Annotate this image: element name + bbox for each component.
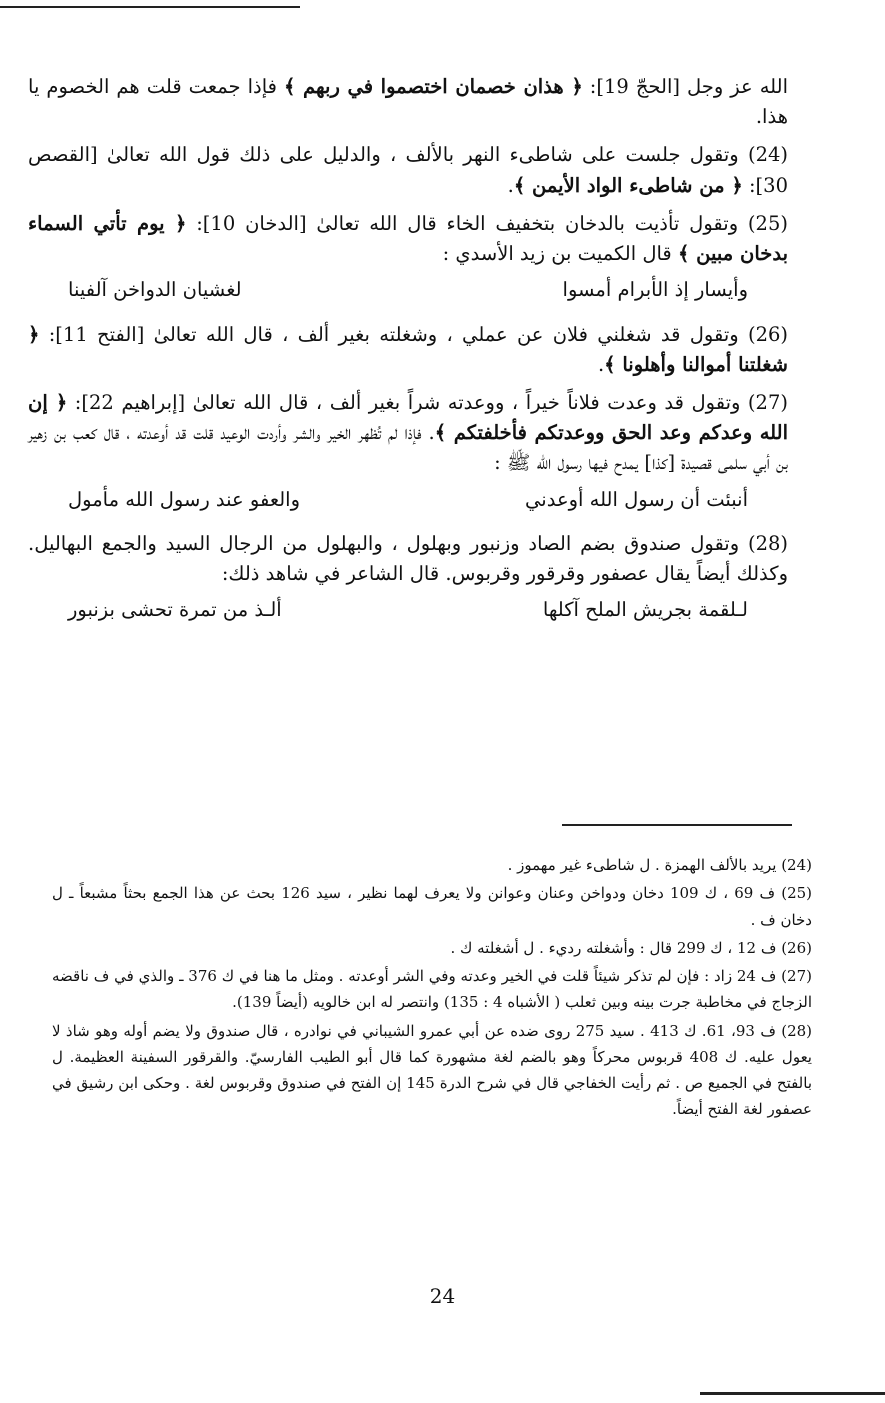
quran-quote: ﴿ إن الله وعدكم وعد الحق ووعدتكم فأخلفتكم ﴾ [28, 390, 788, 445]
quran-quote: ﴿ يوم تأتي السماء بدخان مبين ﴾ [28, 211, 788, 266]
text-run: . [507, 173, 514, 197]
poem-verse-1 [28, 273, 788, 311]
paragraph [28, 529, 788, 589]
text-run: . فإذا لم تُظهر الخير والشر وأردت الوعيد قلت قد أوعدته ، قال كعب بن زهير بن أبي سلمى قصيدة [كذا] يمدح فيها رسول الله ﷺ : [28, 421, 788, 475]
main-text [28, 72, 788, 632]
text-run: الله عز وجل [الحجّ 19]: [582, 75, 788, 98]
quran-quote: ﴿ شغلتنا أموالنا وأهلونا ﴾ [28, 322, 788, 376]
footnote-separator [562, 824, 792, 826]
text-run: (26) وتقول قد شغلني فلان عن عملي ، وشغلته بغير ألف ، قال الله تعالىٰ [الفتح 11]: [39, 322, 788, 346]
quran-quote: ﴿ هذان خصمان اختصموا في ربهم ﴾ [284, 75, 583, 98]
footnotes [52, 852, 812, 1125]
paragraph [28, 388, 788, 479]
text-run: (28) وتقول صندوق بضم الصاد وزنبور وبهلول ، والبهلول من الرجال السيد والجمع البهاليل. وكذلك أيضاً يقال عصفور وقرقور وقربوس. قال الشاعر في شاهد ذلك: [28, 531, 788, 586]
footnote: (28) ف 93، 61. ك 413 . سيد 275 روى ضده عن أبي عمرو الشيباني في نوادره ، قال صندوق ولا يضم أوله وهو شاذ لا يعول عليه. ك 408 قربوس محركاً وهو بالضم لغة مشهورة كما قال أبو الطيب الفارسيّ. والقرقور السفينة العظيمة. ل بالفتح في الجميع ص . ثم رأيت الخفاجي قال في شرح الدرة 145 إن الفتح في صندوق وقربوس لغة . وحكى ابن رشيق في عصفور لغة الفتح أيضاً. [52, 1021, 813, 1119]
footnote: (27) ف 24 زاد : فإن لم تذكر شيئاً قلت في الخير وعدته وفي الشر أوعدته . ومثل ما هنا في ك 376 ـ والذي في ف ناقضه الزجاج في مخاطبة جرت بينه وبين ثعلب ( الأشباه 4 : 135) وانتصر له ابن خالويه (أيضاً 139). [52, 967, 812, 1012]
paragraph [28, 320, 788, 380]
paragraph [28, 140, 788, 200]
paragraph-group-3 [28, 529, 788, 589]
page-number: 24 [429, 1284, 456, 1308]
poem-hemistich-first: لـلقمة بجريش الملح آكلها [542, 598, 748, 622]
poem-verse-2 [28, 483, 788, 521]
poem-hemistich-second: لغشيان الدواخن آلفينا [68, 278, 242, 302]
text-run: قال الكميت بن زيد الأسدي : [442, 242, 678, 266]
footnote: (25) ف 69 ، ك 109 دخان ودواخن وعنان وعوانن ولا يعرف لهما نظير ، سيد 126 بحث عن هذا الجمع بحثاً مشبعاً ـ ل دخان ف . [52, 884, 813, 929]
footnote: (26) ف 12 ، ك 299 قال : وأشغلته رديء . ل أشغلته ك . [450, 938, 812, 957]
paragraph [28, 72, 788, 132]
poem-hemistich-first: أنبئت أن رسول الله أوعدني [525, 487, 748, 511]
text-run: فإذا جمعت قلت هم الخصوم يا هذا. [28, 75, 788, 129]
text-run: (24) وتقول جلست على شاطىء النهر بالألف ، والدليل على ذلك قول الله تعالىٰ [القصص 30]: [28, 143, 788, 197]
paragraph-group-1 [28, 72, 788, 269]
text-run: (25) وتقول تأذيت بالدخان بتخفيف الخاء قال الله تعالىٰ [الدخان 10]: [186, 211, 788, 235]
paragraph-group-2 [28, 320, 788, 479]
bottom-rule [700, 1392, 885, 1395]
footnote: (24) يريد بالألف الهمزة . ل شاطىء غير مهموز . [507, 856, 812, 874]
poem-verse-3 [28, 593, 788, 631]
poem-hemistich-second: والعفو عند رسول الله مأمول [68, 487, 301, 511]
quran-quote: ﴿ من شاطىء الواد الأيمن ﴾ [513, 173, 743, 197]
paragraph [28, 209, 788, 269]
poem-hemistich-first: وأيسار إذ الأبرام أمسوا [562, 278, 748, 302]
top-rule [0, 6, 300, 8]
text-run: . [597, 352, 605, 376]
poem-hemistich-second: ألـذ من تمرة تحشى بزنبور [68, 598, 282, 622]
text-run: (27) وتقول قد وعدت فلاناً خيراً ، ووعدته شراً بغير ألف ، قال الله تعالىٰ [إبراهيم 22]: [67, 390, 788, 414]
